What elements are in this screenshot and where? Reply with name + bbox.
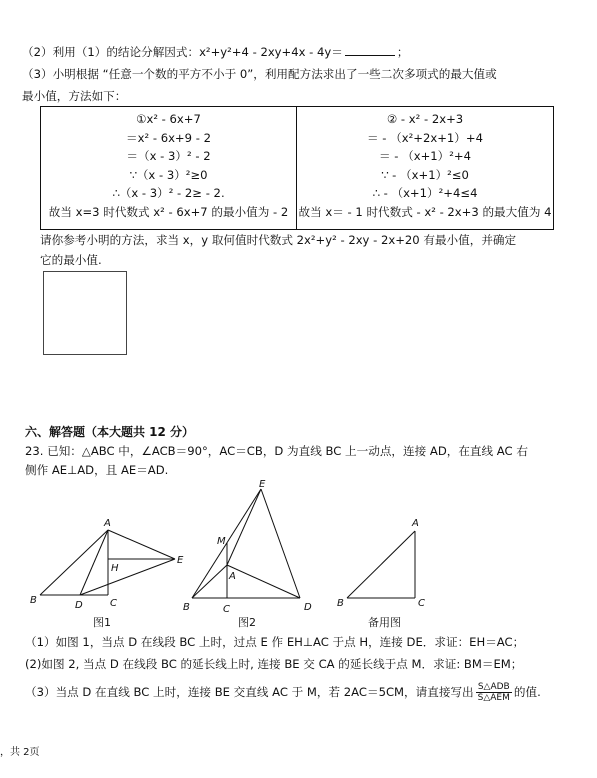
question-2-text: （2）利用（1）的结论分解因式：x²+y²+4 - 2xy+4x - 4y＝ ； <box>22 45 409 59</box>
method-left-line: 故当 x=3 时代数式 x² - 6x+7 的最小值为 - 2 <box>48 204 289 219</box>
figure-2 <box>192 489 300 598</box>
figure-2-caption: 图2 <box>238 616 256 629</box>
question-3-task: 请你参考小明的方法，求当 x，y 取何值时代数式 2x²+y² - 2xy - 2x+20 有最小值，并确定 <box>40 233 517 247</box>
label-A: A <box>412 518 419 529</box>
method-left-line: ∴（x - 3）² - 2≥ - 2. <box>112 186 225 200</box>
segment-AD <box>227 565 300 598</box>
label-E: E <box>177 555 184 566</box>
method-left-line: ∵（x - 3）²≥0 <box>129 167 208 182</box>
segment-DE <box>80 559 175 595</box>
segment-AE <box>227 489 261 565</box>
answer-blank[interactable] <box>345 45 395 56</box>
method-table <box>40 106 554 230</box>
method-right-column <box>297 107 553 229</box>
method-right-line: ＝ - （x+1）²+4 <box>378 149 472 163</box>
figure-3 <box>347 531 415 598</box>
segment-ED <box>261 489 300 598</box>
label-B: B <box>183 602 190 613</box>
label-M: M <box>217 536 226 547</box>
answer-box[interactable] <box>43 271 127 355</box>
label-H: H <box>111 563 119 574</box>
method-left-line: ＝x² - 6x+9 - 2 <box>126 130 211 145</box>
method-right-line: 故当 x＝ - 1 时代数式 - x² - 2x+3 的最大值为 4 <box>298 204 552 219</box>
label-C: C <box>223 604 230 615</box>
figure-3-caption: 备用图 <box>368 616 401 629</box>
area-ratio-fraction: $\frac{\text{S△ADB}}{\text{S△AEM}}$ <box>477 682 510 703</box>
label-B: B <box>337 598 344 609</box>
segment-BA <box>40 530 108 595</box>
figure-1 <box>40 530 175 595</box>
question-23-stem: 23. 已知：△ABC 中，∠ACB＝90°，AC＝CB，D 为直线 BC 上一动点，连接 AD，在直线 AC 右 <box>25 444 528 458</box>
label-A: A <box>229 571 236 582</box>
method-left-line: ①x² - 6x+7 <box>136 112 201 126</box>
segment-AE <box>108 530 175 559</box>
label-C: C <box>110 598 117 609</box>
segment-BA <box>347 531 415 598</box>
label-D: D <box>304 602 312 613</box>
page-footer: ，共 2页 <box>0 747 40 758</box>
method-right-line: ∴ - （x+1）²+4≤4 <box>372 186 478 200</box>
method-right-line: ② - x² - 2x+3 <box>386 112 464 126</box>
label-B: B <box>30 595 37 606</box>
question-3-text: （3）小明根据 “任意一个数的平方不小于 0”，利用配方法求出了一些二次多项式的最大值或 <box>22 67 497 81</box>
label-A: A <box>104 518 111 529</box>
question-23-stem-cont: 侧作 AE⊥AD，且 AE＝AD. <box>25 463 169 477</box>
label-E: E <box>259 479 266 490</box>
section-title: 六、解答题（本大题共 12 分） <box>25 425 195 439</box>
method-right-line: ∵ - （x+1）²≤0 <box>381 167 469 182</box>
question-3-text-cont: 最小值，方法如下： <box>22 89 127 103</box>
method-right-line: ＝ - （x²+2x+1）+4 <box>367 130 483 145</box>
label-C: C <box>418 598 425 609</box>
label-D: D <box>75 600 83 611</box>
question-3-task-cont: 它的最小值. <box>40 253 102 267</box>
method-left-column <box>41 107 297 229</box>
question-23-part-3: （3）当点 D 在直线 BC 上时，连接 BE 交直线 AC 于 M，若 2AC＝5CM，请直接写出 $\frac{\text{S△ADB}}{\text{S△AEM}}$ 的值. <box>25 682 541 703</box>
segment-AD <box>80 530 108 595</box>
geometry-figures <box>0 478 597 638</box>
figure-1-caption: 图1 <box>93 616 111 629</box>
method-left-line: ＝（x - 3）² - 2 <box>126 149 211 163</box>
question-23-part-2: (2)如图 2, 当点 D 在线段 BC 的延长线上时, 连接 BE 交 CA 的延长线于点 M．求证: BM＝EM； <box>25 657 523 671</box>
question-23-part-1: （1）如图 1，当点 D 在线段 BC 上时，过点 E 作 EH⊥AC 于点 H，连接 DE．求证：EH＝AC； <box>25 635 525 649</box>
